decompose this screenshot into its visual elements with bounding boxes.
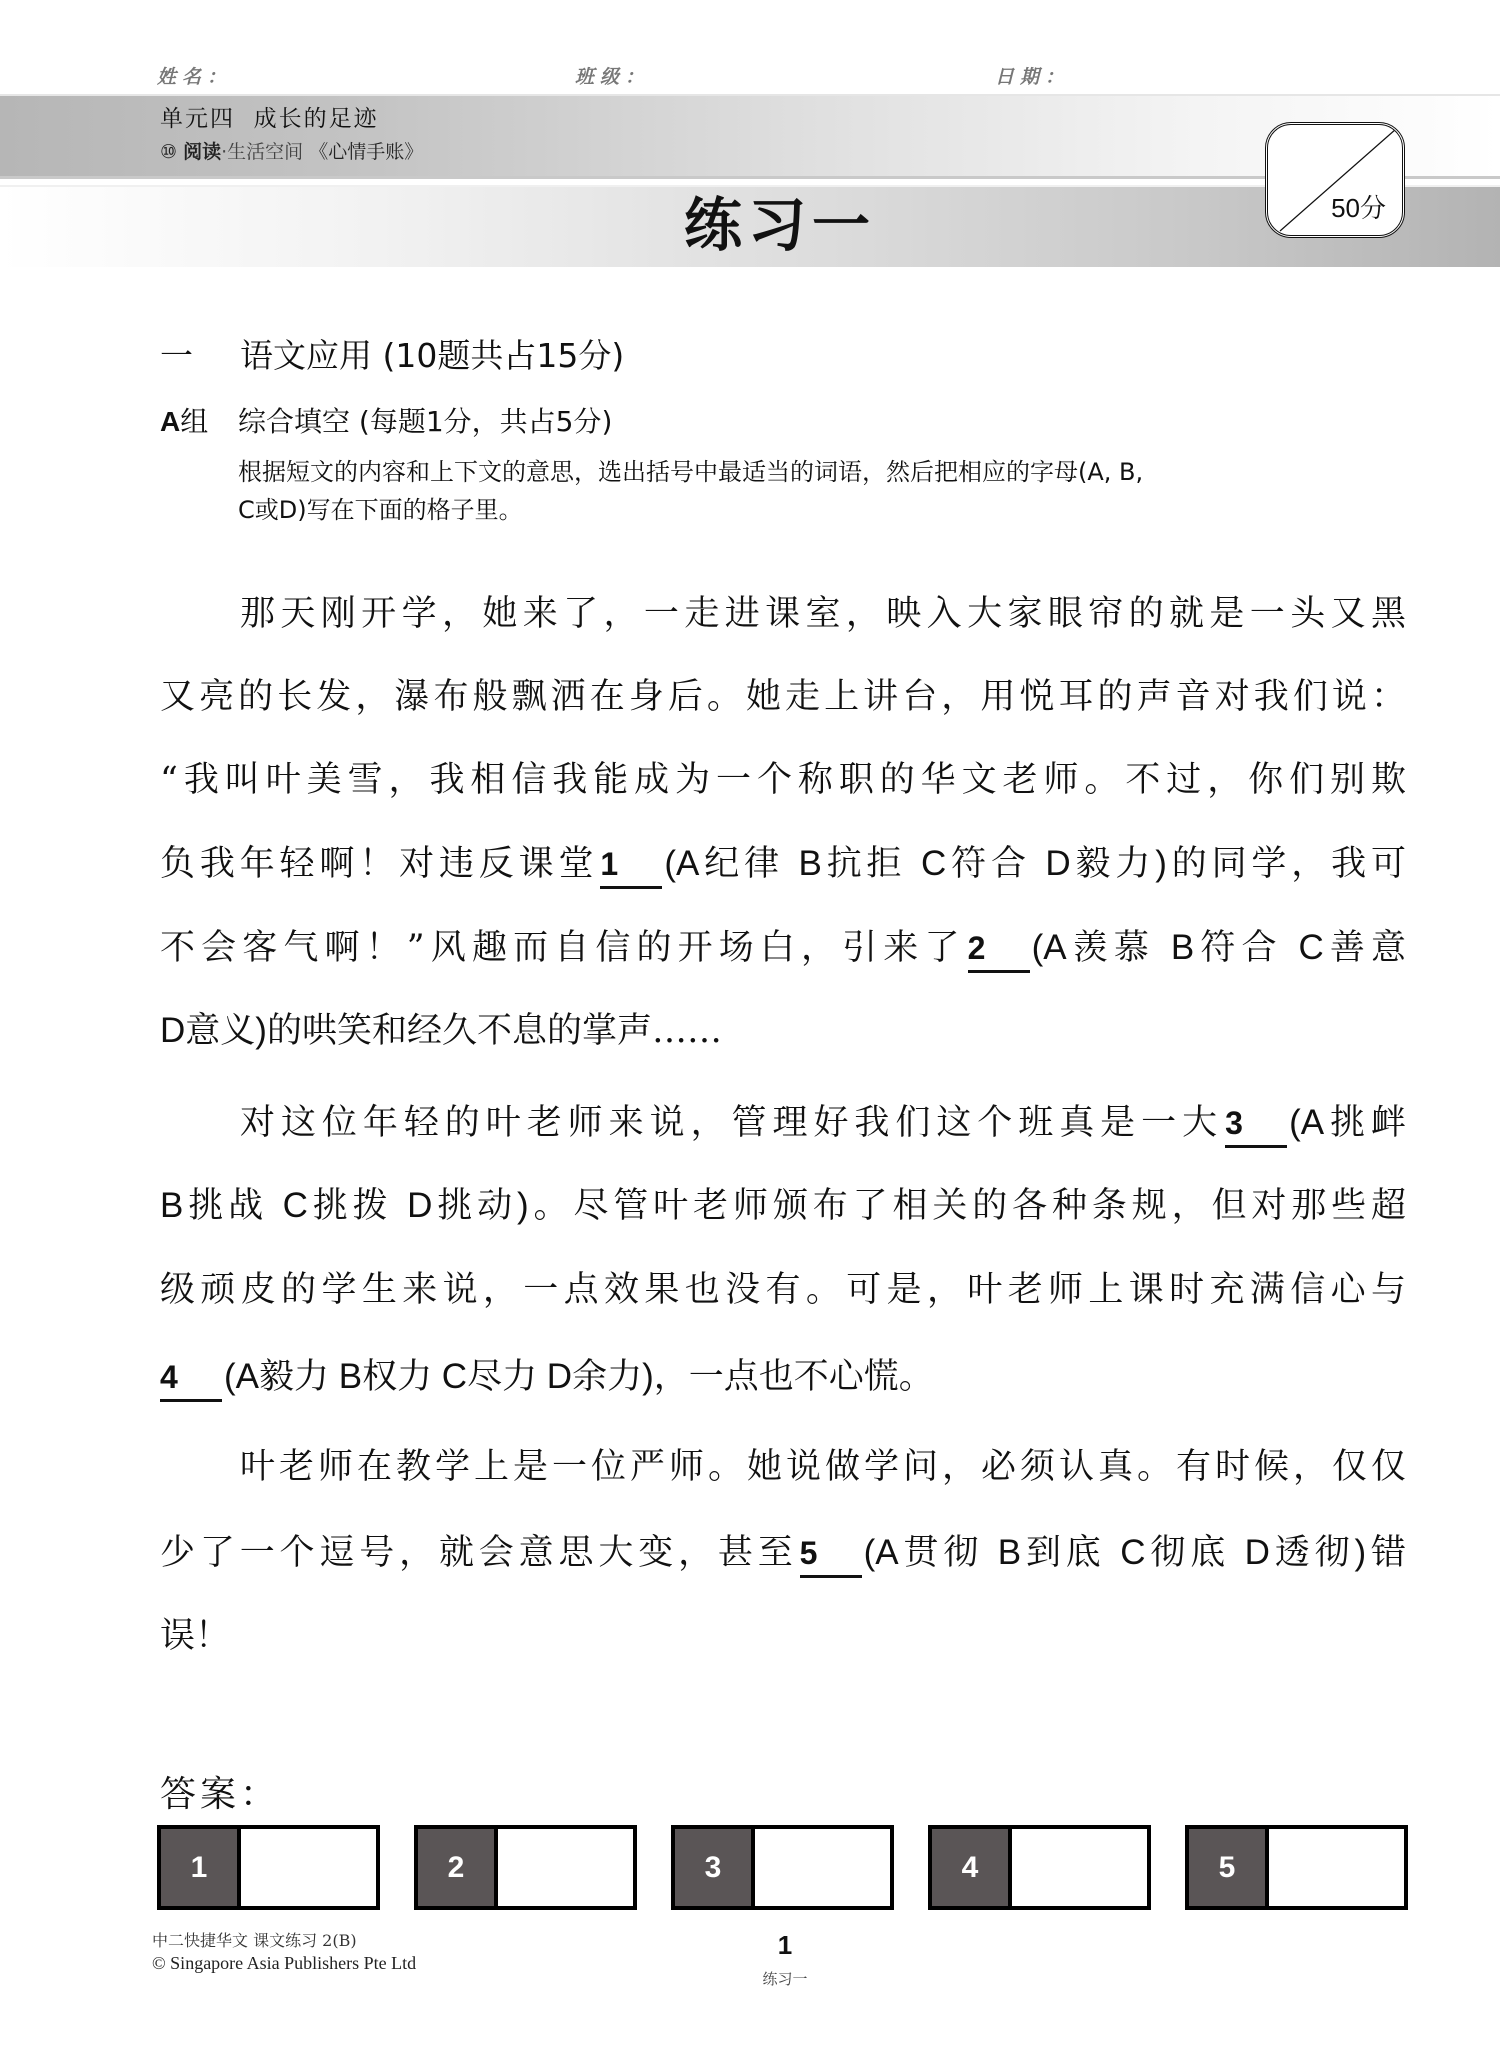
answer-input-1[interactable] bbox=[241, 1829, 376, 1906]
passage-line: 叶老师在教学上是一位严师。她说做学问，必须认真。有时候，仅仅 bbox=[240, 1447, 1406, 1487]
passage-line bbox=[160, 1347, 1406, 1407]
passage-text: 对这位年轻的叶老师来说，管理好我们这个班真是一大 bbox=[240, 1103, 1224, 1143]
passage-line bbox=[160, 918, 1406, 978]
blank-4: 4 bbox=[160, 1355, 222, 1402]
lesson-subtitle bbox=[160, 137, 423, 164]
answer-box-5[interactable] bbox=[1185, 1825, 1408, 1910]
group-title: 综合填空 (每题1分，共占5分) bbox=[238, 405, 613, 438]
options-2: (A羡慕 B符合 C善意 bbox=[1031, 928, 1406, 967]
passage-text: 。尽管叶老师颁布了相关的各种条规，但对那些超 bbox=[528, 1186, 1406, 1226]
copyright: © Singapore Asia Publishers Pte Ltd bbox=[152, 1953, 417, 1973]
lesson-category: 生活空间 bbox=[227, 141, 304, 163]
section-title: 语文应用 (10题共占15分) bbox=[240, 336, 625, 375]
passage-line bbox=[160, 1523, 1406, 1583]
answer-input-5[interactable] bbox=[1269, 1829, 1404, 1906]
passage-text: 不会客气啊！”风趣而自信的开场白，引来了 bbox=[160, 928, 966, 968]
passage-line: 级顽皮的学生来说，一点效果也没有。可是，叶老师上课时充满信心与 bbox=[160, 1270, 1406, 1310]
passage-line bbox=[160, 1001, 1406, 1061]
date-label: 日期： bbox=[995, 66, 1071, 88]
passage-line: 误！ bbox=[160, 1616, 231, 1656]
answer-input-3[interactable] bbox=[755, 1829, 890, 1906]
options-3-cont: B挑战 C挑拨 D挑动) bbox=[160, 1186, 529, 1225]
page-label: 练习一 bbox=[762, 1970, 808, 1988]
passage-line: “我叫叶美雪，我相信我能成为一个称职的华文老师。不过，你们别欺 bbox=[160, 760, 1406, 800]
answer-number: 1 bbox=[161, 1829, 241, 1906]
blank-5: 5 bbox=[800, 1531, 862, 1578]
section-number: 一 bbox=[160, 336, 193, 375]
passage-line bbox=[160, 834, 1406, 894]
passage-text: 负我年轻啊！对违反课堂 bbox=[160, 844, 599, 884]
blank-2: 2 bbox=[968, 926, 1030, 973]
options-3: (A挑衅 bbox=[1289, 1103, 1406, 1142]
instruction-line-1: 根据短文的内容和上下文的意思，选出括号中最适当的词语，然后把相应的字母(A, B, bbox=[238, 458, 1144, 486]
book-title: 中二快捷华文 课文练习 2(B) bbox=[152, 1931, 357, 1950]
options-4: (A毅力 B权力 C尽力 D余力) bbox=[224, 1357, 654, 1396]
passage-line: 又亮的长发，瀑布般飘洒在身后。她走上讲台，用悦耳的声音对我们说： bbox=[160, 677, 1406, 717]
lesson-type: 阅读 bbox=[183, 141, 222, 163]
section-heading bbox=[160, 330, 624, 377]
answer-number: 2 bbox=[418, 1829, 498, 1906]
instruction-line-2: C或D)写在下面的格子里。 bbox=[238, 496, 523, 524]
page-number: 1 bbox=[777, 1930, 793, 1960]
answer-number: 4 bbox=[932, 1829, 1012, 1906]
answer-input-2[interactable] bbox=[498, 1829, 633, 1906]
answer-number: 5 bbox=[1189, 1829, 1269, 1906]
score-box bbox=[1265, 122, 1405, 238]
group-letter: A bbox=[160, 406, 181, 437]
answer-box-3[interactable] bbox=[671, 1825, 894, 1910]
lesson-number: ⑩ bbox=[160, 141, 178, 163]
lesson-name: 《心情手账》 bbox=[309, 141, 424, 163]
passage-line: 那天刚开学，她来了，一走进课室，映入大家眼帘的就是一头又黑 bbox=[240, 594, 1406, 634]
page-title: 练习一 bbox=[683, 191, 876, 259]
passage-line bbox=[240, 1093, 1406, 1153]
score-total: 50分 bbox=[1331, 193, 1386, 223]
passage-text: ，一点也不心慌。 bbox=[653, 1357, 934, 1397]
class-label: 班级： bbox=[575, 66, 651, 88]
passage-text: 的哄笑和经久不息的掌声…… bbox=[266, 1011, 722, 1051]
answer-box-4[interactable] bbox=[928, 1825, 1151, 1910]
answer-number: 3 bbox=[675, 1829, 755, 1906]
passage-text: 少了一个逗号，就会意思大变，甚至 bbox=[160, 1533, 798, 1573]
passage-text: 错 bbox=[1366, 1533, 1406, 1573]
lesson-separator: · bbox=[221, 141, 228, 163]
blank-3: 3 bbox=[1225, 1101, 1287, 1148]
passage-text: 的同学，我可 bbox=[1166, 844, 1406, 884]
options-2-cont: D意义) bbox=[160, 1011, 267, 1050]
group-suffix: 组 bbox=[180, 405, 209, 438]
options-1: (A纪律 B抗拒 C符合 D毅力) bbox=[664, 844, 1167, 883]
answer-input-4[interactable] bbox=[1012, 1829, 1147, 1906]
unit-title: 单元四 成长的足迹 bbox=[160, 106, 379, 132]
answer-box-2[interactable] bbox=[414, 1825, 637, 1910]
group-label bbox=[160, 400, 238, 440]
passage-line bbox=[160, 1176, 1406, 1236]
options-5: (A贯彻 B到底 C彻底 D透彻) bbox=[863, 1533, 1367, 1572]
name-label: 姓名： bbox=[157, 66, 233, 88]
group-heading bbox=[160, 400, 612, 440]
answers-label: 答案： bbox=[160, 1774, 281, 1815]
blank-1: 1 bbox=[600, 842, 662, 889]
answer-box-1[interactable] bbox=[157, 1825, 380, 1910]
